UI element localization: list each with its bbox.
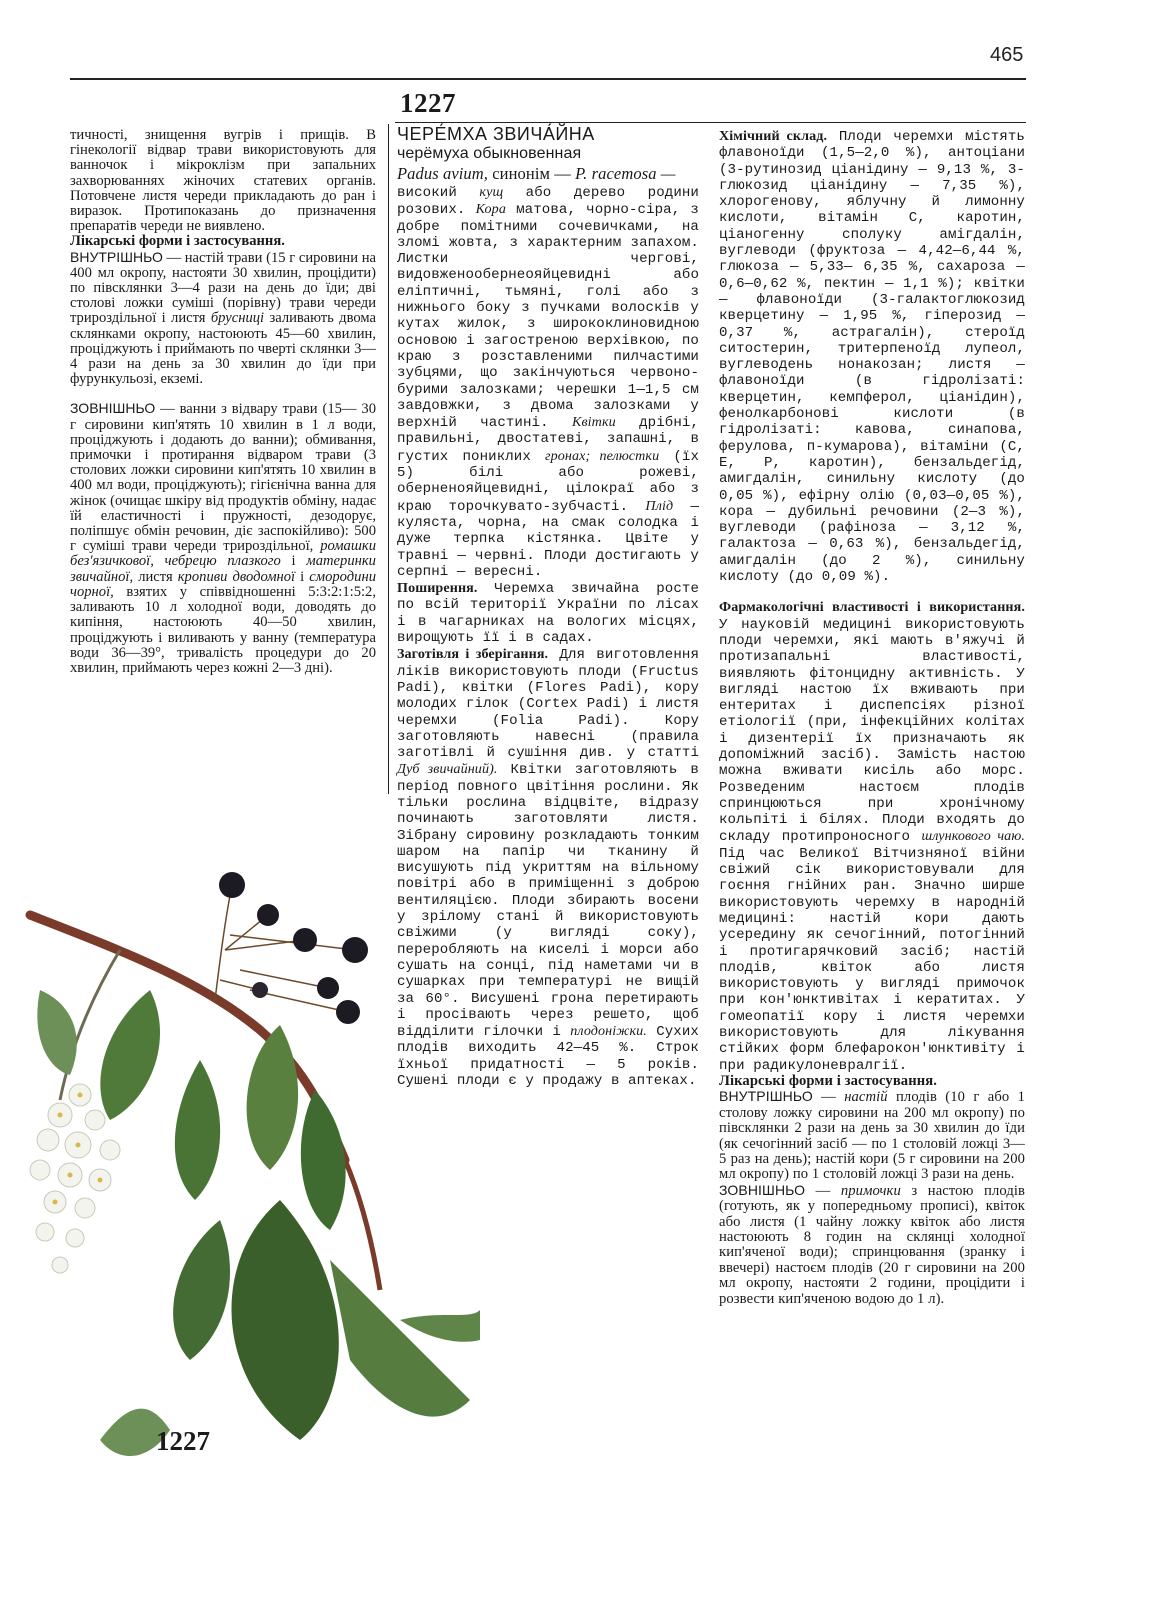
left-forms-heading: Лікарські форми і застосування. [70, 233, 285, 250]
leaves [37, 990, 480, 1456]
page-number: 465 [990, 44, 1024, 66]
bird-cherry-illustration [0, 840, 480, 1540]
plant-russian-name: черёмуха обыкновенная [397, 145, 582, 162]
internal-label: ВНУТРІШНЬО [70, 248, 163, 265]
left-external-paragraph: ЗОВНІШНЬО — ванни з відвару трави (15— 30 г сировини кип'ятять 10 хвилин в 1 л води, проціджують і додають до ванни); обмивання, примочки і протирання відваром трави (3 столових ложки сировини кип'ятять 10 хвилин в 400 мл води, проціджують); гігієнічна ванна для жінок (очищає шкіру від продуктів обміну, надає їй еластичності і пружності, дезодорує, поліпшує обмін речовин, діє заспокійливо): 500 г суміші трави череди трироздільної, ромашки без'язичкової, чебрецю плазкого і материнки звичайної, листя кропиви дводомної і смородини чорної, взятих у співвідношенні 5:3:2:1:5:2, заливають 10 л холодної води, доводять до кипіння, настоюють 40—50 хвилин, проціджують і виливають у ванну (температура води 36—39°, тривалість процедури до 20 хвилин, приймають через кожні 2—3 дні). [70, 400, 377, 676]
entry-number: 1227 [400, 88, 456, 118]
right-forms-heading: Лікарські форми і застосування. [719, 1072, 937, 1089]
harvest-paragraph: Заготівля і зберігання. Для виготовлення ліків використовують плоди (Fructus Padi), квітки (Flores Padi), кору молодих гілок (Cortex Padi) і листя черемхи (Folia Padi). Кору заготовляють навесні (правила заготівлі й сушіння див. у статті Дуб звичайний). Квітки заготовляють в період повного цвітіння рослини. Як тільки рослина відцвіте, відразу починають заготовляти листя. Зібрану сировину розкладають тонким шаром на папір чи тканину й висушують під укриттям на вільному повітрі або в приміщенні з доброю вентиляцією. Плоди збирають восени у зрілому стані й використовують свіжими (у вигляді соку), переробляють на киселі і морси або сушать на сонці, під наметами чи в сушарках при температурі не вищій за 60°. Висушені грона перетирають і просівають через решето, щоб відділити гілочки і плодоніжки. Сухих плодів виходить 42—45 %. Строк їхньої придатності — 5 років. Сушені плоди є у продажу в аптеках. [397, 646, 699, 1090]
right-external-paragraph: ЗОВНІШНЬО — примочки з настою плодів (готують, як у попередньому прописі), квіток або листя (1 чайну ложку квіток або листя настоюють 8 годин на склянці холодної кип'яченої води); спринцювання (зранку і ввечері) настоєм плодів (20 г сировини на 200 мл окропу, настояти 2 години, процідити і розвести кип'яченою водою до 1 л). [719, 1181, 1025, 1307]
chemistry-paragraph: Хімічний склад. Плоди черемхи містять флавоноїди (1,5—2,0 %), антоціани (3-рутинозид ціанідину — 9,13 %, 3-глюкозид ціанідину — 7,35 %), хлорогенову, яблучну й лимонну кислоти, вітамін С, каротин, ціаногенну сполуку амігдалін, вуглеводи (фруктоза — 4,42—6,44 %, глюкоза — 5,33— 6,35 %, сахароза — 0,6—0,62 %, пектин — 1,1 %); квітки — флавоноїди (3-галактоглюкозид кверцетину — 1,95 %, гіперозид —0,37 %, астрагалін), стероїд ситостерин, тритерпеноїд лупеол, вуглеводень нонакозан; листя — флавоноїди (в гідролізаті: кверцетин, кемпферол, ціанідин), фенолкарбонові кислоти (в гідролізаті: кавова, синапова, ферулова, п-кумарова), вітаміни (С, Е, Р, каротин), бензальдегід, амигдалін, синильну кислоту (до 0,05 %), ефірну олію (0,03—0,05 %), кора — дубильні речовини (2—3 %), вуглеводи (рафіноза — 3,12 %, галактоза — 0,63 %), бензальдегід, амигдалін (до 2 %), синильну кислоту (до 0,09 %). [719, 128, 1025, 586]
left-internal-paragraph: ВНУТРІШНЬО — настій трави (15 г сировини на 400 мл окропу, настояти 30 хвилин, процідити) по півсклянки 3—4 рази на день до їди; дві столові ложки суміші (порівну) трави череди трироздільної і листя брусниці заливають двома склянками окропу, настоюють 45—60 хвилин, проціджують і приймають по чверті склянки 3—4 рази на день за 30 хвилин до їди при фурункульозі, екземі. [70, 248, 376, 388]
external-label: ЗОВНІШНЬО [70, 400, 156, 417]
plant-title: ЧЕРЕ́МХА ЗВИЧА́ЙНА [397, 124, 595, 144]
top-rule [70, 78, 1026, 80]
illustration-label: 1227 [156, 1426, 210, 1456]
plant-description: високий кущ або дерево родини розових. Кора матова, чорно-сіра, з добре помітними сочевичками, на зломі жовта, з характерним запахом. Листки чергові, видовженообернеояйцевидні або еліптичні, тьмяні, голі або з нижнього боку з пучками волосків у кутах жилок, з ширококлиновидною основою і загостреною верхівкою, по краю з розставленими пилчастими зубцями, що закінчуються червоно-бурими залозками; черешки 1—1,5 см завдовжки, з двома залозками у верхній частині. Квітки дрібні, правильні, двостатеві, запашні, в густих пониклих гронах; пелюстки (їх 5) білі або рожеві, оберненояйцевидні, цілокраї або з краю торочкувато-зубчасті. Плід — куляста, чорна, на смак солодка і дуже терпка кістянка. Цвіте у травні — червні. Плоди достигають у серпні — вересні. [397, 184, 700, 580]
spread-paragraph: Поширення. Черемха звичайна росте по всій території України по лісах і в чагарниках на вологих місцях, вирощують її і в садах. [397, 580, 699, 647]
plant-latin-name: Padus avium, синонім — P. racemosa — [397, 164, 676, 183]
left-paragraph-1: тичності, знищення вугрів і прищів. В гінекології відвар трави використовують для ванночок і мікроклізм при запальних захворюваннях жіночих статевих органів. Потовчене листя череди прикладають до ран і виразок. Протипоказань до призначення препаратів череди не виявлено. [70, 127, 376, 235]
entry-rule [395, 122, 1026, 123]
left-column [70, 128, 376, 676]
branch-lower [345, 1160, 380, 1290]
pharmacology-paragraph: Фармакологічні властивості і використання. У науковій медицині використовують плоди черемхи, які мають в'яжучі й протизапальні властивості, виявляють фітонцидну активність. У вигляді настою їх вживають при ентеритах і диспепсіях різної етіології (при, інфекційних колітах і дизентерії їх призначають як допоміжний засіб). Замість настою можна вживати кисіль або морс. Розведеним настоєм плодів спринцюються при хронічному кольпіті і білях. Плоди входять до складу протипроносного шлункового чаю. Під час Великої Вітчизняної війни свіжий сік використовували для гоєння гнійних ран. Значно ширше використовують черемху в народній медицині: настій кори дають усередину як сечогінний, потогінний і протигарячковий засіб; настій плодів, квіток або листя використовують у вигляді примочок при кон'юнктивітах і кератитах. У гомеопатії кору і листя черемхи використовують для лікування стійких форм блефарокон'юнктивіту і при радикулоневралгії. [719, 599, 1025, 1074]
right-column [719, 128, 1025, 1307]
right-internal-paragraph: ВНУТРІШНЬО — настій плодів (10 г або 1 столову ложку сировини на 200 мл окропу) по півсклянки 2 рази на день за 30 хвилин до їди (як сечогінний засіб — по 1 столовій ложці 3—5 раз на день); настій кори (5 г сировини на 200 мл окропу) по 1 столовій ложці 3 рази на день. [719, 1088, 1025, 1183]
column-divider [388, 124, 389, 794]
